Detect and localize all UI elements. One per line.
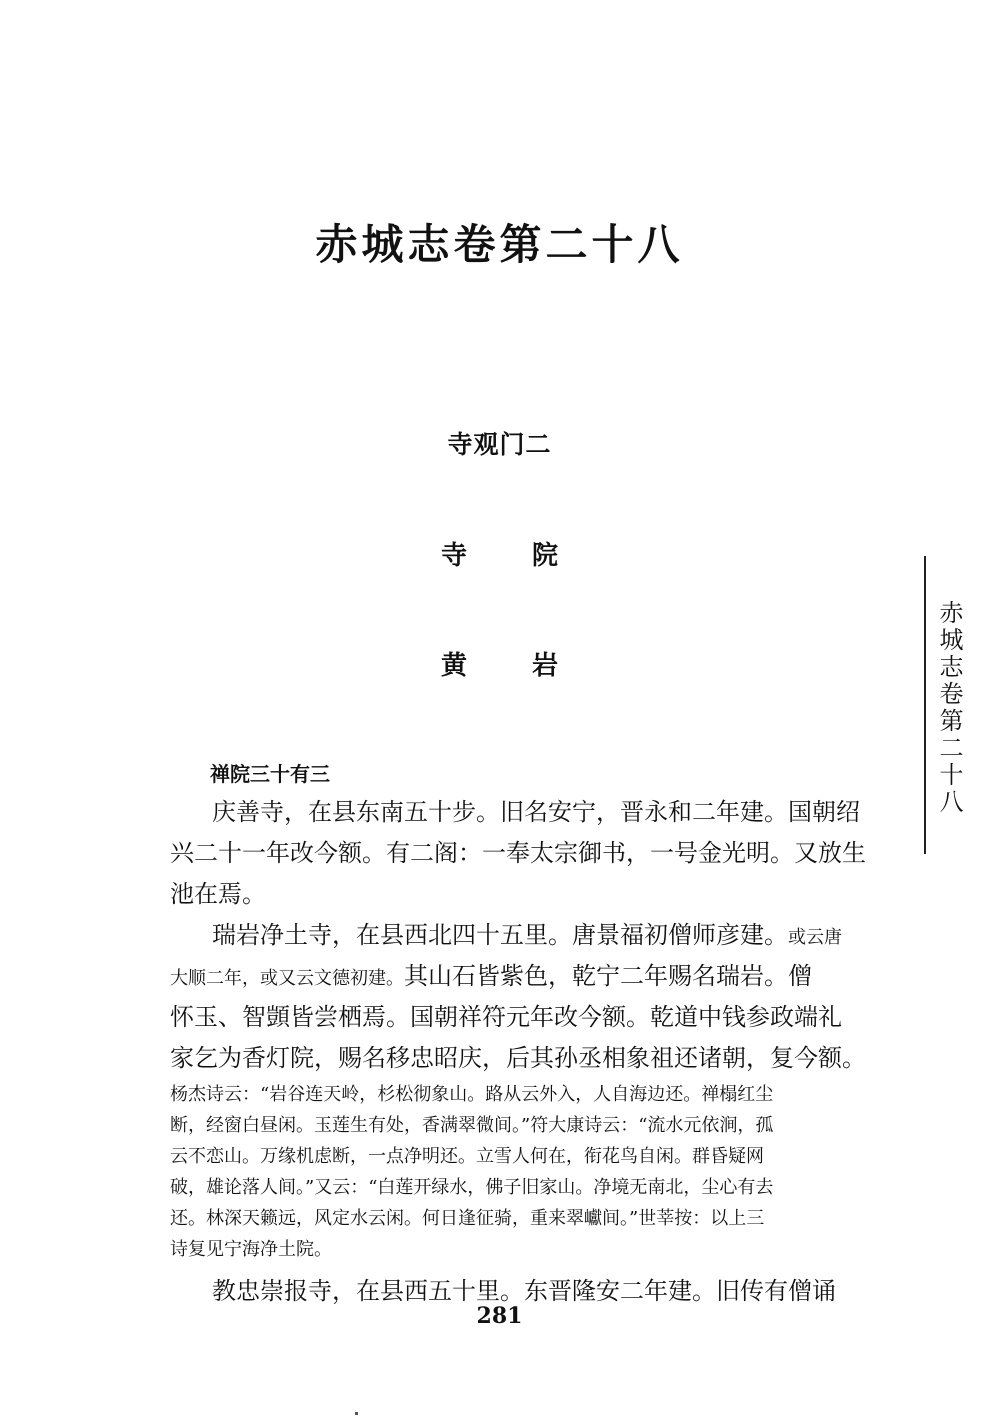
paragraph-line: 教忠崇报寺，在县西五十里。东晋隆安二年建。旧传有僧诵 (212, 1277, 836, 1305)
paragraph-line (170, 915, 882, 956)
paragraph-line: 池在焉。 (170, 880, 266, 908)
annotation-text: 大顺二年，或又云文德初建。 (170, 968, 404, 989)
annotation-line: 云不恋山。万缘机虑断，一点净明还。立雪人何在，衔花鸟自闲。群昏疑网 (170, 1146, 764, 1167)
side-running-head: 赤城志卷第二十八 (935, 600, 963, 816)
body-text (170, 756, 882, 1312)
annotation-text: 或云唐 (788, 927, 842, 948)
page-number: 281 (476, 1303, 523, 1329)
paragraph-line: 庆善寺，在县东南五十步。旧名安宁，晋永和二年建。国朝绍 (212, 798, 860, 826)
paragraph-line: 怀玉、智顗皆尝栖焉。国朝祥符元年改今额。乾道中钱参政端礼 (170, 1003, 842, 1031)
main-text: 瑞岩净土寺，在县西北四十五里。唐景福初僧师彦建。 (212, 921, 788, 949)
section-heading: 禅院三十有三 (210, 762, 330, 786)
annotation-line: 还。林深天籁远，风定水云闲。何日逢征骑，重来翠巘间。”世莘按：以上三 (170, 1208, 765, 1229)
scan-speck (355, 1412, 358, 1415)
chapter-title: 赤城志卷第二十八 (315, 220, 684, 269)
subtitle-huangyan: 黄 岩 (440, 651, 587, 681)
subtitle-temples: 寺 院 (440, 541, 587, 571)
annotation-line: 诗复见宁海净土院。 (170, 1239, 332, 1260)
section-title: 寺观门二 (447, 430, 552, 459)
annotation-line: 破，雄论落人间。”又云：“白莲开绿水，佛子旧家山。净境无南北，尘心有去 (170, 1177, 774, 1198)
annotation-line: 断，经窗白昼闲。玉莲生有处，香满翠微间。”符大康诗云：“流水元依涧，孤 (170, 1115, 774, 1136)
paragraph-line: 家乞为香灯院，赐名移忠昭庆，后其孙丞相象祖还诸朝，复今额。 (170, 1044, 866, 1072)
paragraph-line: 兴二十一年改今额。有二阁：一奉太宗御书，一号金光明。又放生 (170, 839, 866, 867)
side-divider (924, 556, 926, 854)
annotation-line: 杨杰诗云：“岩谷连天岭，杉松彻象山。路从云外入，人自海边还。禅榻红尘 (170, 1084, 774, 1105)
paragraph-line (170, 956, 882, 997)
main-text: 其山石皆紫色，乾宁二年赐名瑞岩。僧 (404, 962, 812, 990)
